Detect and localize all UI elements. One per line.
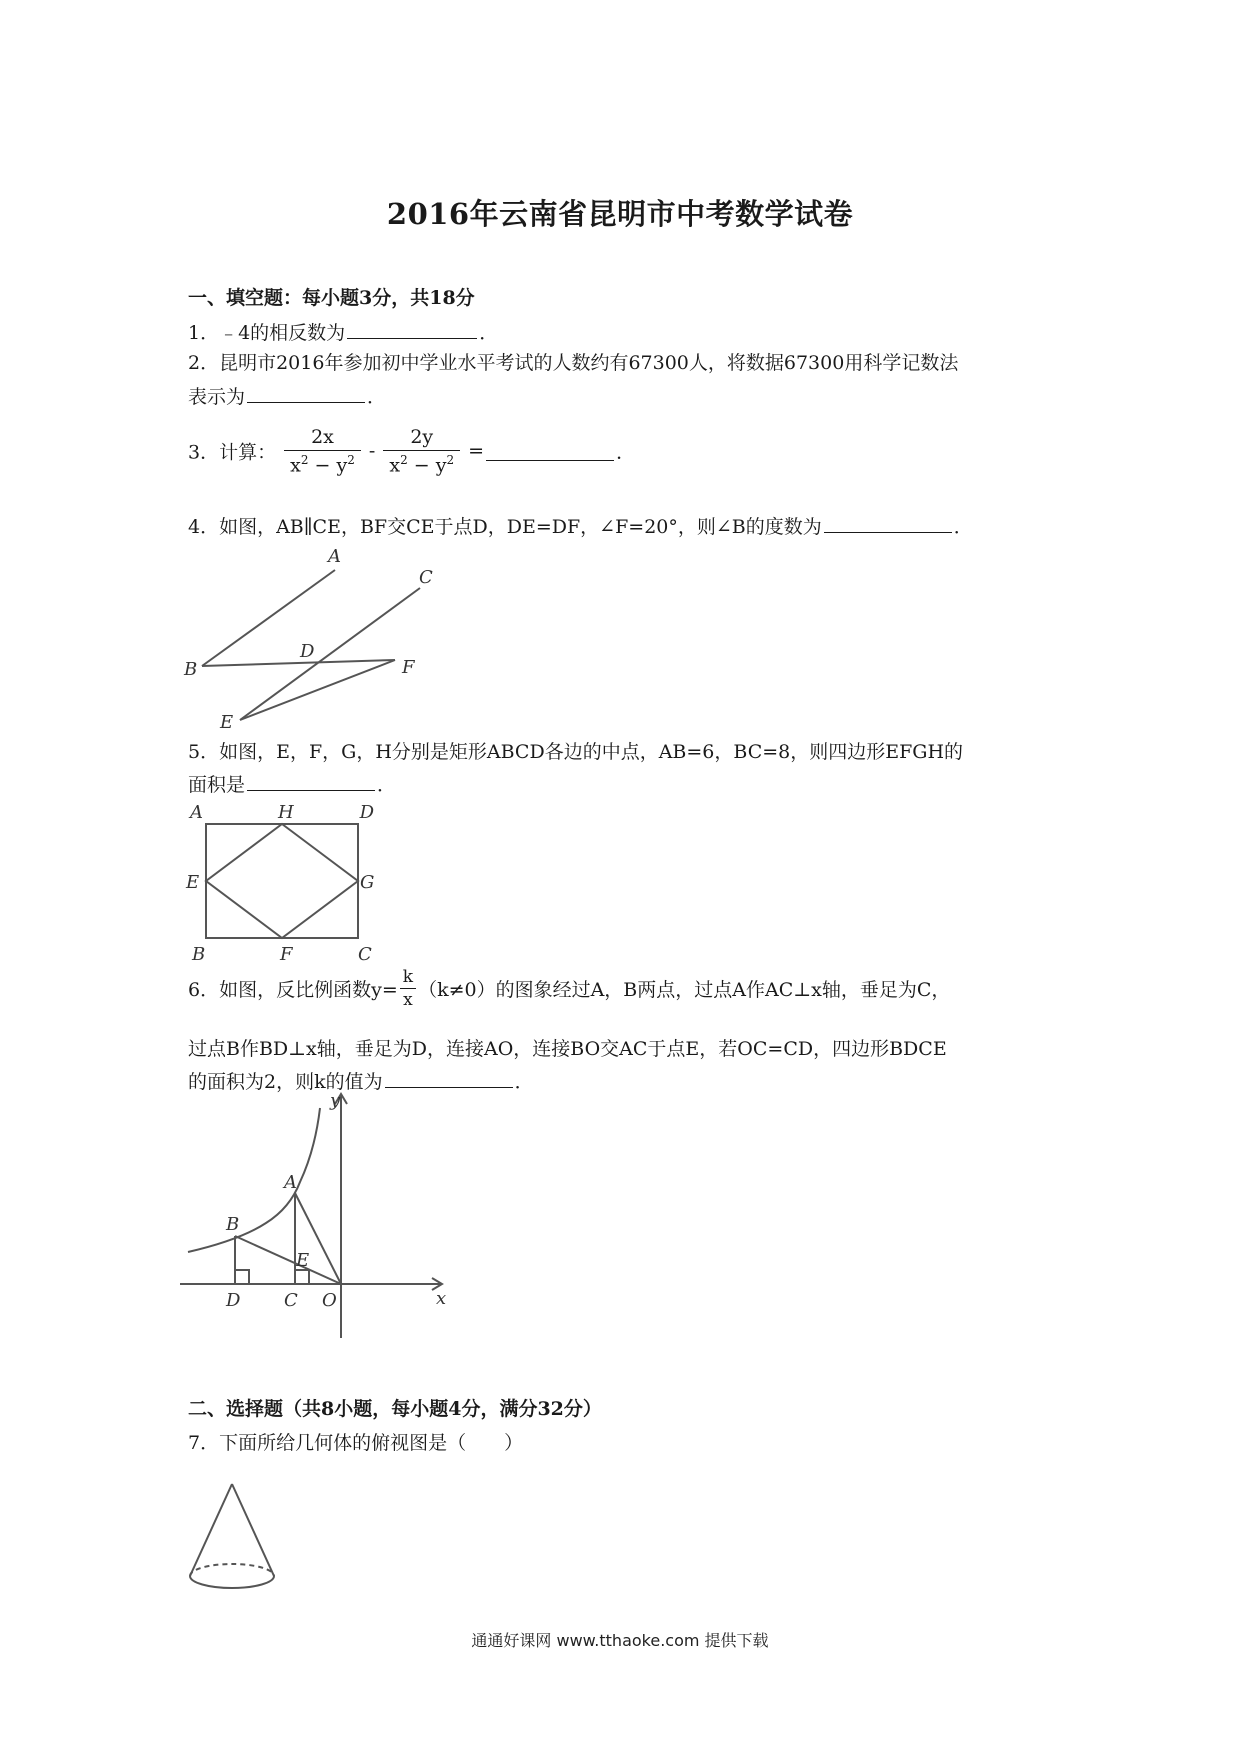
label-a: A [328, 546, 341, 567]
label-b: B [226, 1214, 240, 1235]
exam-title: 2016年云南省昆明市中考数学试卷 [386, 197, 854, 231]
right-angle-c [295, 1270, 309, 1284]
label-b: B [192, 944, 206, 965]
question-3: 3．计算： $\frac{2x}{x^2 - y^2}$ - $\frac{2y}{x^2 - y^2}$ = ． [188, 426, 636, 477]
question-6-line-2: 过点B作BD⊥x轴，垂足为D，连接AO，连接BO交AC于点E，若OC=CD，四边形BDCE [188, 1038, 947, 1060]
answer-blank [385, 1069, 513, 1088]
label-e: E [186, 872, 200, 893]
answer-blank [824, 514, 952, 533]
question-6-figure [180, 1090, 460, 1340]
question-1-text: 1．﹣4的相反数为 [188, 322, 346, 344]
fraction-k-over-x: $\frac{k}{x}$ [400, 967, 416, 1010]
label-c: C [419, 567, 433, 588]
answer-blank [486, 442, 614, 461]
label-o: O [322, 1290, 337, 1311]
section-2-heading: 二、选择题（共8小题，每小题4分，满分32分） [188, 1398, 602, 1420]
segment-ef [240, 660, 395, 720]
label-b: B [184, 659, 198, 680]
cone-base-front [190, 1576, 274, 1588]
answer-blank [347, 320, 477, 339]
footer: 通通好课网 www.tthaoke.com 提供下载 [471, 1631, 769, 1650]
segment-ab [202, 570, 335, 666]
label-a: A [284, 1172, 297, 1193]
cone-figure [180, 1478, 290, 1598]
label-a: A [190, 802, 203, 823]
rhombus-efgh [206, 824, 358, 938]
segment-bo [235, 1236, 341, 1284]
label-g: G [360, 872, 375, 893]
label-d: D [300, 641, 315, 662]
answer-blank [247, 772, 375, 791]
label-f: F [402, 657, 415, 678]
cone-base-back [190, 1564, 274, 1576]
label-d: D [359, 802, 374, 823]
segment-bf [202, 660, 395, 666]
question-1: 1．﹣4的相反数为 ． [188, 322, 499, 344]
label-e: E [220, 712, 234, 730]
question-2-line-2: 表示为 ． [188, 386, 387, 408]
question-4-figure [180, 540, 440, 730]
cone-left-edge [190, 1484, 232, 1576]
label-d: D [226, 1290, 241, 1311]
fraction-2: $\frac{2y}{x^2 - y^2}$ [383, 426, 460, 476]
label-h: H [278, 802, 294, 823]
question-2-line-1: 2．昆明市2016年参加初中学业水平考试的人数约有67300人，将数据67300用科学记数法 [188, 352, 959, 374]
cone-right-edge [232, 1484, 274, 1576]
rectangle-abcd [206, 824, 358, 938]
question-7: 7．下面所给几何体的俯视图是（ ） [188, 1432, 524, 1454]
question-5-line-1: 5．如图，E，F，G，H分别是矩形ABCD各边的中点，AB=6，BC=8，则四边形EFGH的 [188, 741, 964, 763]
answer-blank [247, 384, 365, 403]
label-x: x [436, 1288, 447, 1309]
right-angle-d [235, 1270, 249, 1284]
segment-ec [240, 588, 420, 720]
label-y: y [330, 1090, 341, 1111]
fraction-1: $\frac{2x}{x^2 - y^2}$ [284, 426, 361, 476]
label-c: C [358, 944, 372, 965]
question-6-line-3: 的面积为2，则k的值为 ． [188, 1071, 534, 1093]
label-f: F [280, 944, 293, 965]
question-5-line-2: 面积是 ． [188, 774, 397, 796]
question-6-line-1: 6．如图，反比例函数y= $\frac{k}{x}$ （k≠0）的图象经过A，B两点，过点A作AC⊥x轴，垂足为C， [188, 967, 951, 1010]
label-e: E [296, 1250, 310, 1271]
label-c: C [284, 1290, 298, 1311]
hyperbola-curve [188, 1108, 320, 1252]
section-1-heading: 一、填空题：每小题3分，共18分 [188, 287, 475, 309]
question-4: 4．如图，AB∥CE，BF交CE于点D，DE=DF，∠F=20°，则∠B的度数为 ． [188, 516, 973, 538]
question-5-figure [180, 796, 400, 966]
